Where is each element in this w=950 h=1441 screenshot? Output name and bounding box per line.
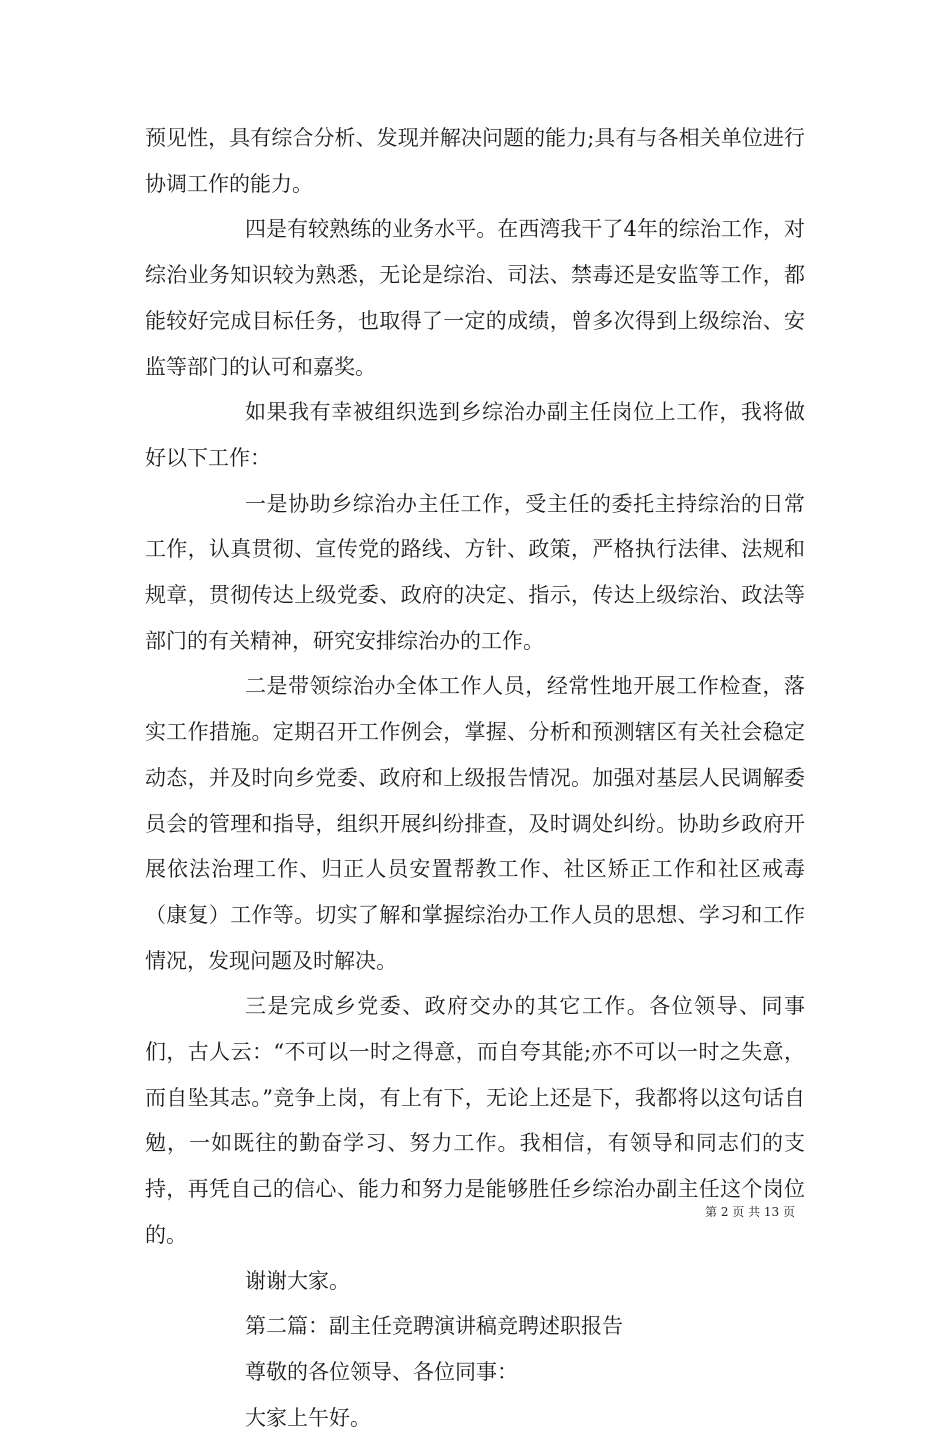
paragraph-1: 预见性，具有综合分析、发现并解决问题的能力;具有与各相关单位进行协调工作的能力。 xyxy=(145,126,805,196)
section-heading: 第二篇：副主任竞聘演讲稿竞聘述职报告 xyxy=(245,1314,623,1339)
paragraph-2: 四是有较熟练的业务水平。在西湾我干了4年的综治工作，对综治业务知识较为熟悉，无论是综治、司法、禁毒还是安监等工作，都能较好完成目标任务，也取得了一定的成绩，曾多次得到上级综治、安监等部门的认可和嘉奖。 xyxy=(145,217,805,379)
greeting: 大家上午好。 xyxy=(245,1405,371,1430)
paragraph-6: 三是完成乡党委、政府交办的其它工作。各位领导、同事们，古人云：“不可以一时之得意，而自夸其能;亦不可以一时之失意，而自坠其志。”竞争上岗，有上有下，无论上还是下，我都将以这句话自勉，一如既往的勤奋学习、努力工作。我相信，有领导和同志们的支持，再凭自己的信心、能力和努力是能够胜任乡综治办副主任这个岗位的。 xyxy=(145,994,805,1247)
salutation: 尊敬的各位领导、各位同事： xyxy=(245,1359,518,1384)
document-body xyxy=(145,116,805,1441)
paragraph-5: 二是带领综治办全体工作人员，经常性地开展工作检查，落实工作措施。定期召开工作例会，掌握、分析和预测辖区有关社会稳定动态，并及时向乡党委、政府和上级报告情况。加强对基层人民调解委员会的管理和指导，组织开展纠纷排查，及时调处纠纷。协助乡政府开展依法治理工作、归正人员安置帮教工作、社区矫正工作和社区戒毒（康复）工作等。切实了解和掌握综治办工作人员的思想、学习和工作情况，发现问题及时解决。 xyxy=(145,674,805,973)
paragraph-3: 如果我有幸被组织选到乡综治办副主任岗位上工作，我将做好以下工作： xyxy=(145,400,805,470)
paragraph-7: 谢谢大家。 xyxy=(245,1268,350,1293)
paragraph-4: 一是协助乡综治办主任工作，受主任的委托主持综治的日常工作，认真贯彻、宣传党的路线、方针、政策，严格执行法律、法规和规章，贯彻传达上级党委、政府的决定、指示，传达上级综治、政法等部门的有关精神，研究安排综治办的工作。 xyxy=(145,491,805,653)
page-number: 第 2 页 共 13 页 xyxy=(705,1205,795,1219)
